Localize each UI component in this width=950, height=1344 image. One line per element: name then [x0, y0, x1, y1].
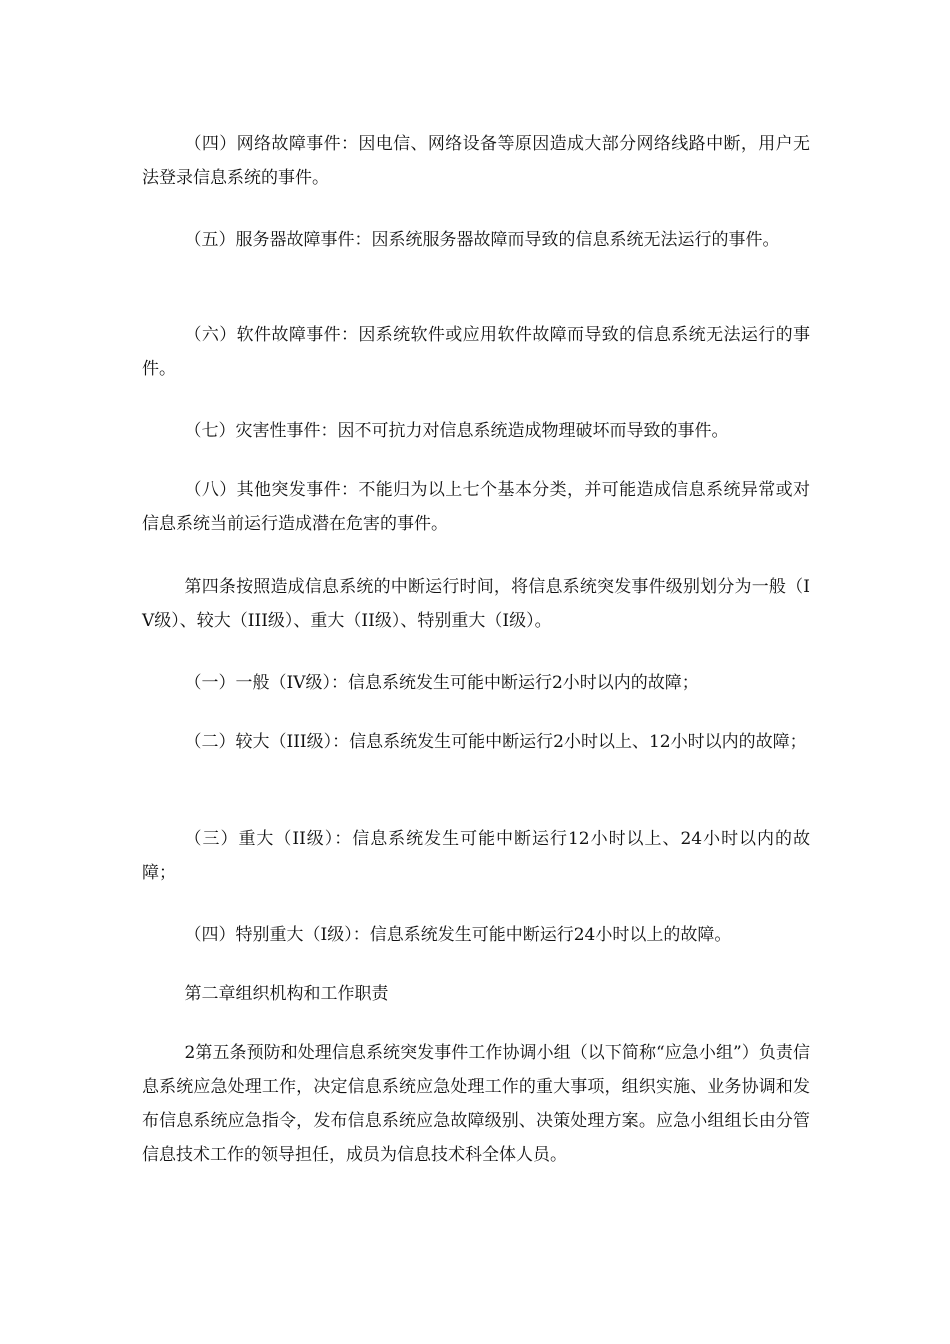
paragraph-software-failure: （六）软件故障事件：因系统软件或应用软件故障而导致的信息系统无法运行的事件。 [142, 325, 810, 379]
paragraph-server-failure: （五）服务器故障事件：因系统服务器故障而导致的信息系统无法运行的事件。 [184, 230, 780, 250]
chapter-heading: 第二章组织机构和工作职责 [184, 984, 389, 1004]
paragraph-article-four: 第四条按照造成信息系统的中断运行时间，将信息系统突发事件级别划分为一般（IV级）、较大（III级）、重大（II级）、特别重大（I级）。 [142, 577, 810, 631]
paragraph-network-failure: （四）网络故障事件：因电信、网络设备等原因造成大部分网络线路中断，用户无法登录信息系统的事件。 [142, 134, 810, 188]
paragraph-level-i: （四）特别重大（I级）：信息系统发生可能中断运行24小时以上的故障。 [184, 925, 732, 945]
paragraph-article-five: 2第五条预防和处理信息系统突发事件工作协调小组（以下简称“应急小组”）负责信息系统应急处理工作，决定信息系统应急处理工作的重大事项，组织实施、业务协调和发布信息系统应急指令，发布信息系统应急故障级别、决策处理方案。应急小组组长由分管信息技术工作的领导担任，成员为信息技术科全体人员。 [142, 1043, 810, 1165]
paragraph-other-events: （八）其他突发事件：不能归为以上七个基本分类，并可能造成信息系统异常或对信息系统当前运行造成潜在危害的事件。 [142, 480, 810, 534]
paragraph-level-ii: （三）重大（II级）：信息系统发生可能中断运行12小时以上、24小时以内的故障； [142, 829, 810, 883]
paragraph-level-iii: （二）较大（III级）：信息系统发生可能中断运行2小时以上、12小时以内的故障； [184, 732, 807, 752]
paragraph-level-iv: （一）一般（IV级）：信息系统发生可能中断运行2小时以内的故障； [184, 673, 699, 693]
paragraph-disaster-event: （七）灾害性事件：因不可抗力对信息系统造成物理破坏而导致的事件。 [184, 421, 729, 441]
